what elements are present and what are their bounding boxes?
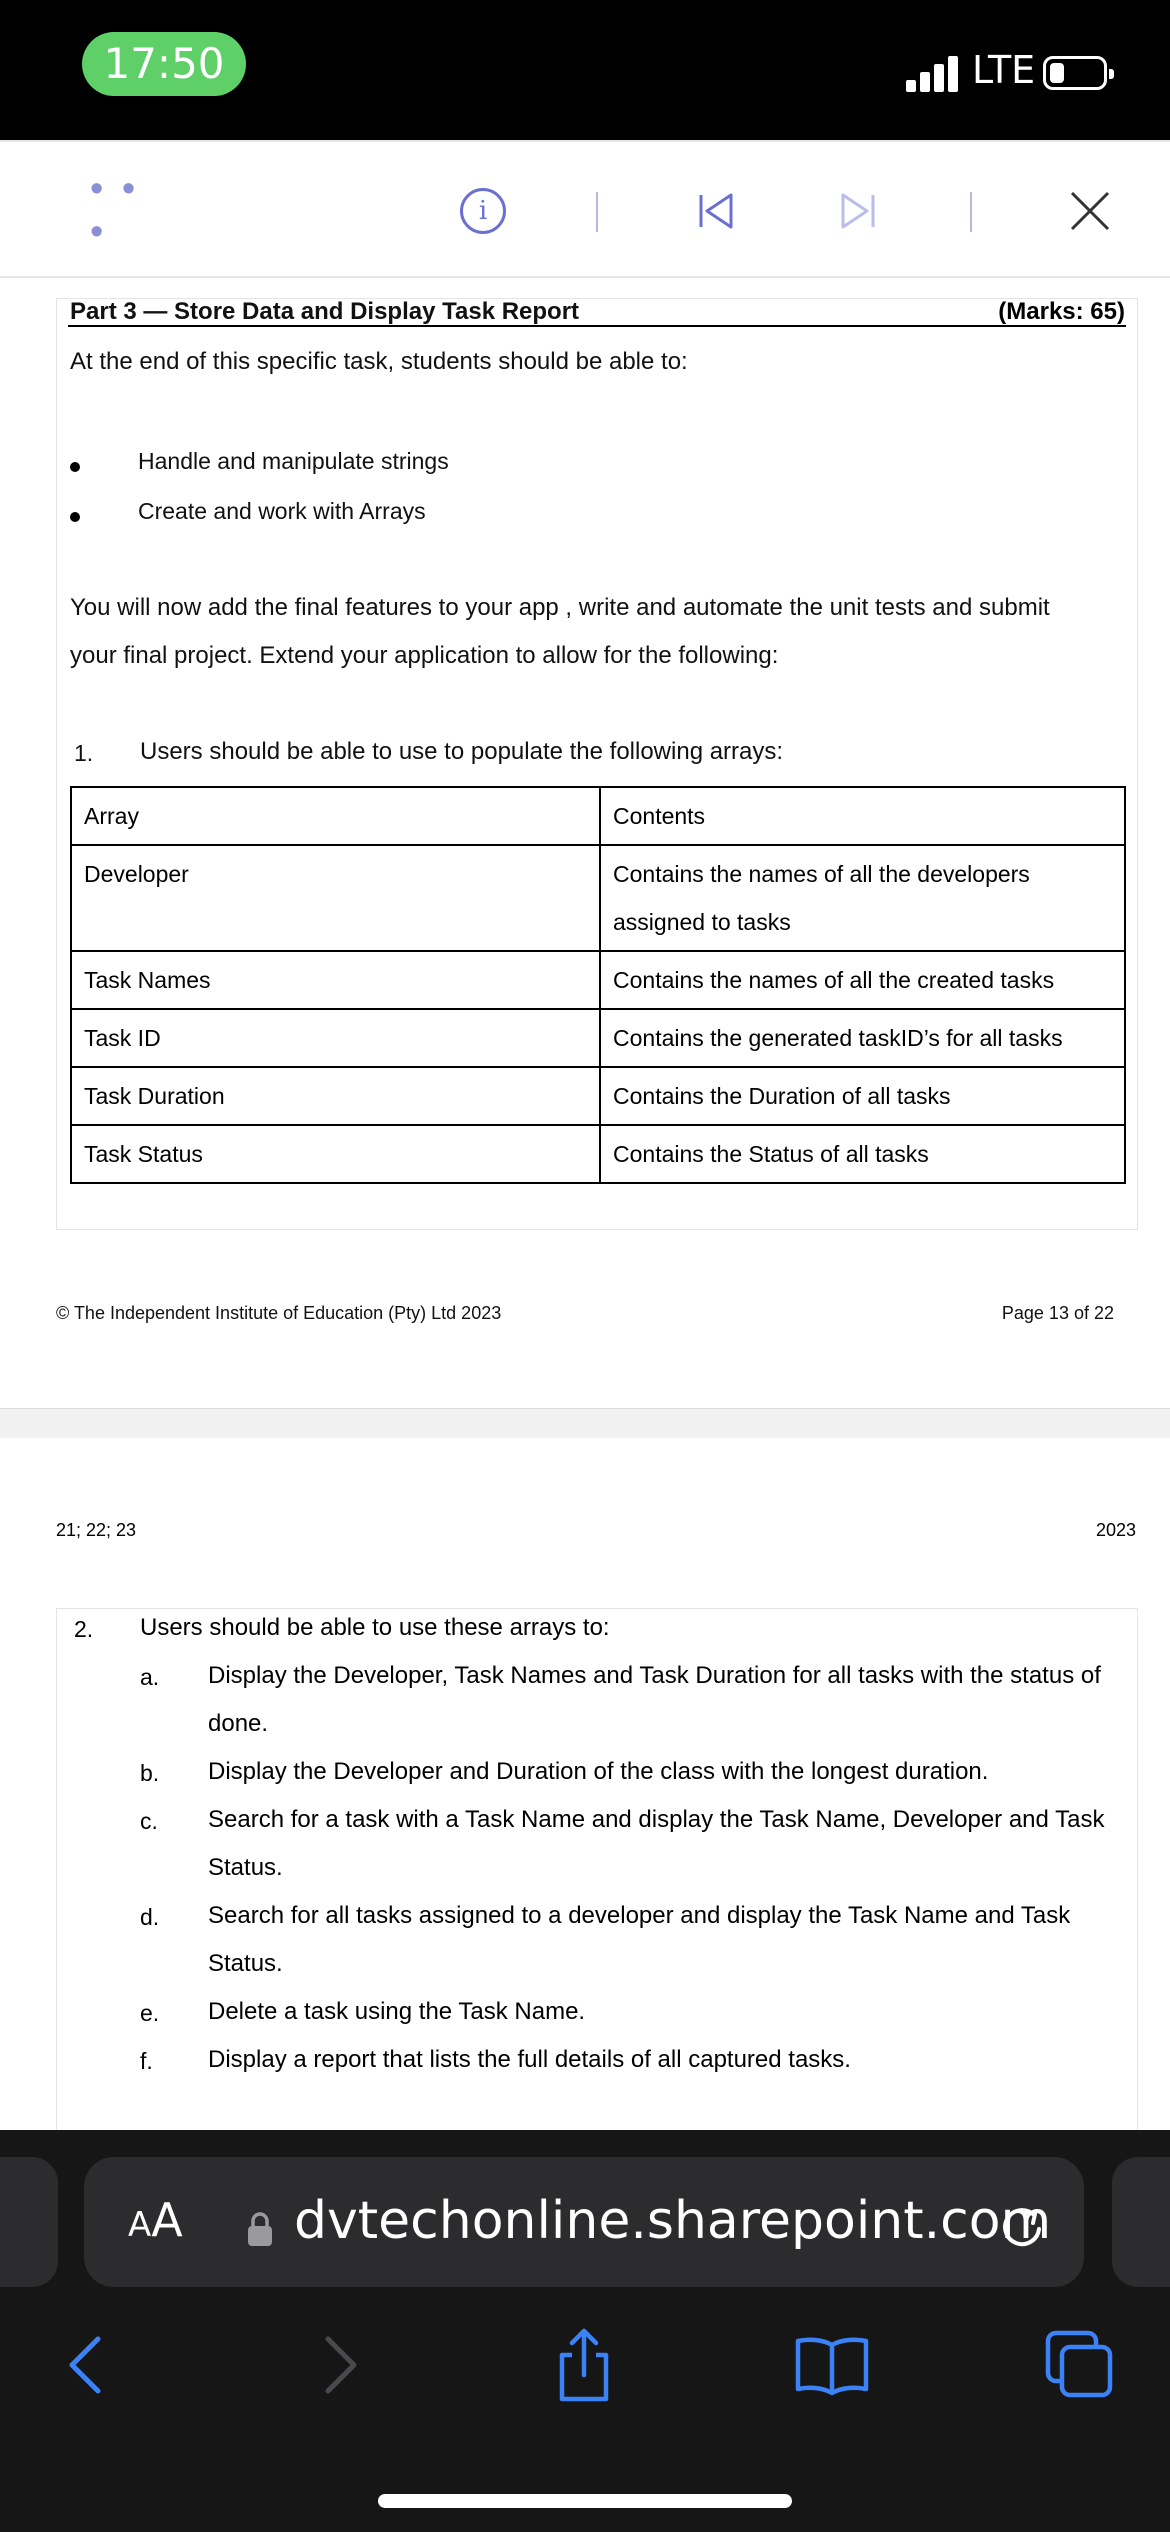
part-heading: Part 3 — Store Data and Display Task Report bbox=[70, 298, 580, 325]
share-button[interactable] bbox=[544, 2320, 624, 2410]
more-icon[interactable]: • • • bbox=[90, 168, 140, 253]
subitem-letter: d. bbox=[140, 1904, 160, 1930]
aa-small-letter: A bbox=[128, 2205, 152, 2245]
subitem-letter: f. bbox=[140, 2048, 153, 2074]
page-settings-button[interactable] bbox=[128, 2193, 183, 2247]
url-text[interactable]: dvtechonline.sharepoint.com bbox=[294, 2191, 1052, 2251]
table-row bbox=[71, 1009, 1125, 1067]
subitem-line: Status. bbox=[208, 1854, 283, 1881]
subitem-line: Status. bbox=[208, 1950, 283, 1977]
forward-icon bbox=[318, 2333, 362, 2397]
bullet-item: Create and work with Arrays bbox=[138, 498, 426, 524]
previous-tab-peek[interactable] bbox=[0, 2157, 58, 2287]
subitem-line: Display the Developer and Duration of the class with the longest duration. bbox=[208, 1758, 989, 1785]
page-header-right: 2023 bbox=[1095, 1520, 1136, 1540]
table-cell-line: assigned to tasks bbox=[613, 909, 791, 935]
subitem-letter: b. bbox=[140, 1760, 160, 1786]
table-cell: Contains the names of all the created tasks bbox=[600, 951, 1125, 1009]
subitem-line: Search for all tasks assigned to a developer and display the Task Name and Task bbox=[208, 1902, 1071, 1929]
subitem-line: Search for a task with a Task Name and display the Task Name, Developer and Task bbox=[208, 1806, 1105, 1833]
bookmarks-button[interactable] bbox=[792, 2320, 872, 2410]
table-header-cell: Contents bbox=[600, 787, 1125, 845]
table-cell bbox=[600, 845, 1125, 951]
tabs-icon bbox=[1044, 2329, 1116, 2401]
table-row bbox=[71, 1125, 1125, 1183]
info-icon: i bbox=[460, 188, 506, 234]
item-text: Users should be able to use these arrays to: bbox=[140, 1614, 610, 1641]
reload-icon[interactable] bbox=[994, 2199, 1050, 2255]
battery-icon bbox=[1043, 56, 1107, 90]
close-button[interactable] bbox=[1062, 184, 1118, 238]
toolbar-divider bbox=[970, 192, 972, 232]
bullet-icon bbox=[70, 462, 80, 472]
network-type: LTE bbox=[972, 48, 1036, 92]
paragraph-line: your final project. Extend your application to allow for the following: bbox=[70, 642, 779, 669]
tabs-button[interactable] bbox=[1040, 2320, 1120, 2410]
subitem-line: done. bbox=[208, 1710, 269, 1737]
close-icon bbox=[1068, 189, 1112, 233]
table-row bbox=[71, 1067, 1125, 1125]
last-page-icon bbox=[837, 189, 881, 233]
browser-bottom-bar bbox=[0, 2130, 1170, 2532]
table-cell: Task ID bbox=[71, 1009, 600, 1067]
bullet-item: Handle and manipulate strings bbox=[138, 448, 449, 474]
next-tab-peek[interactable] bbox=[1112, 2157, 1170, 2287]
paragraph-line: You will now add the final features to your app , write and automate the unit tests and submit bbox=[70, 594, 1050, 621]
subitem-line: Delete a task using the Task Name. bbox=[208, 1998, 586, 2025]
subitem-letter: a. bbox=[140, 1664, 160, 1690]
forward-button[interactable] bbox=[300, 2320, 380, 2410]
subitem-letter: c. bbox=[140, 1808, 158, 1834]
pdf-page-14 bbox=[0, 1438, 1170, 2130]
subitem-letter: e. bbox=[140, 2000, 160, 2026]
last-page-button[interactable] bbox=[834, 184, 884, 238]
first-page-button[interactable] bbox=[690, 184, 740, 238]
aa-big-letter: A bbox=[151, 2193, 183, 2247]
intro-text: At the end of this specific task, students should be able to: bbox=[70, 348, 688, 375]
table-cell: Contains the generated taskID’s for all tasks bbox=[600, 1009, 1125, 1067]
table-cell: Task Duration bbox=[71, 1067, 600, 1125]
subitem-line: Display a report that lists the full details of all captured tasks. bbox=[208, 2046, 851, 2073]
address-bar[interactable] bbox=[84, 2157, 1084, 2287]
marks-label: (Marks: 65) bbox=[998, 298, 1125, 325]
page-footer-number: Page 13 of 22 bbox=[1001, 1303, 1114, 1323]
share-icon bbox=[552, 2325, 616, 2405]
back-button[interactable] bbox=[46, 2320, 126, 2410]
first-page-icon bbox=[693, 189, 737, 233]
item-text: Users should be able to use to populate the following arrays: bbox=[140, 738, 784, 765]
pdf-page-13 bbox=[0, 278, 1170, 1408]
table-cell: Contains the Duration of all tasks bbox=[600, 1067, 1125, 1125]
info-button[interactable] bbox=[458, 184, 508, 238]
table-cell: Developer bbox=[71, 845, 600, 951]
table-header-cell: Array bbox=[71, 787, 600, 845]
lock-icon bbox=[246, 2211, 274, 2247]
table-header-row bbox=[71, 787, 1125, 845]
subitem-line: Display the Developer, Task Names and Task Duration for all tasks with the status of bbox=[208, 1662, 1101, 1689]
document-toolbar bbox=[0, 140, 1170, 278]
arrays-table bbox=[70, 786, 1126, 1184]
toolbar-divider bbox=[596, 192, 598, 232]
home-indicator[interactable] bbox=[378, 2494, 792, 2508]
item-number: 2. bbox=[74, 1616, 94, 1642]
table-cell: Task Names bbox=[71, 951, 600, 1009]
table-cell: Contains the Status of all tasks bbox=[600, 1125, 1125, 1183]
bookmarks-icon bbox=[792, 2333, 872, 2397]
table-cell: Task Status bbox=[71, 1125, 600, 1183]
item-number: 1. bbox=[74, 740, 94, 766]
table-cell-line: Contains the names of all the developers bbox=[613, 861, 1030, 887]
browser-nav-row bbox=[0, 2320, 1170, 2430]
page-separator bbox=[0, 1408, 1170, 1440]
status-bar bbox=[0, 0, 1170, 140]
table-row bbox=[71, 845, 1125, 951]
heading-underline bbox=[68, 325, 1126, 327]
bullet-icon bbox=[70, 512, 80, 522]
status-time[interactable]: 17:50 bbox=[82, 32, 246, 96]
table-row bbox=[71, 951, 1125, 1009]
page-header-left: 21; 22; 23 bbox=[56, 1520, 137, 1540]
back-icon bbox=[64, 2333, 108, 2397]
signal-icon bbox=[906, 52, 962, 92]
page-footer-copyright: © The Independent Institute of Education (Pty) Ltd 2023 bbox=[56, 1303, 502, 1323]
